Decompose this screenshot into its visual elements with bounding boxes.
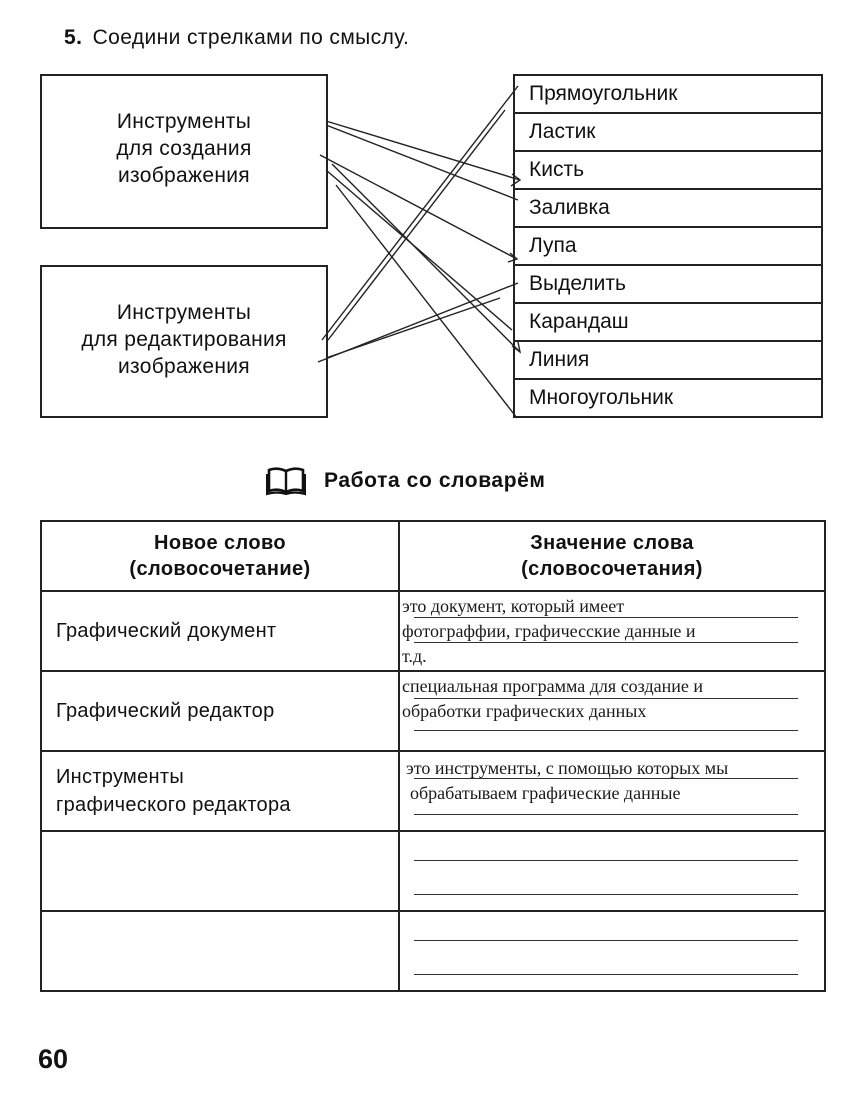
tool-item: Выделить	[515, 266, 821, 304]
term-cell	[41, 671, 399, 751]
term-cell	[41, 751, 399, 831]
header-meaning	[399, 521, 825, 591]
tool-item: Заливка	[515, 190, 821, 228]
term-cell	[41, 831, 399, 911]
term-text: Инструменты	[56, 766, 185, 788]
tool-item: Ластик	[515, 114, 821, 152]
book-icon	[266, 466, 306, 496]
tool-item: Многоугольник	[529, 386, 674, 409]
header-line: Новое слово	[153, 532, 287, 554]
table-row	[41, 751, 825, 831]
header-line: (словосочетание)	[129, 558, 311, 580]
term-text: графического редактора	[56, 794, 291, 816]
table-row	[41, 671, 825, 751]
arrow-head	[512, 342, 520, 352]
task-text: Соедини стрелками по смыслу.	[92, 26, 410, 49]
connector-line	[326, 121, 520, 180]
answer-line	[414, 940, 798, 941]
term-cell	[41, 591, 399, 671]
term-text: Графический документ	[56, 620, 277, 642]
tool-item: Лупа	[515, 228, 821, 266]
meaning-cell	[399, 591, 825, 671]
handwritten-answer: это документ, который имеет фотограффии, графичесские данные и т.д.	[402, 596, 696, 666]
answer-line	[414, 894, 798, 895]
answer-line	[414, 974, 798, 975]
page-number: 60	[38, 1044, 69, 1074]
category-box-line: изображения	[118, 164, 250, 187]
table-header-row	[41, 521, 825, 591]
header-line: (словосочетания)	[521, 558, 703, 580]
handwritten-answer: специальная программа для создание и обработки графических данных	[402, 676, 703, 721]
answer-line	[414, 814, 798, 815]
section-header	[266, 466, 546, 496]
header-line: Значение слова	[530, 532, 694, 554]
tool-item: Кисть	[515, 152, 821, 190]
connector-lines	[0, 0, 863, 440]
task-number: 5.	[64, 26, 83, 49]
tool-item: Карандаш	[515, 304, 821, 342]
category-box-line: Инструменты	[116, 301, 252, 324]
answer-line	[414, 860, 798, 861]
dictionary-table	[40, 520, 826, 992]
meaning-cell	[399, 911, 825, 991]
term-text: Графический редактор	[56, 700, 275, 722]
connector-line	[326, 298, 500, 358]
category-box-line: изображения	[118, 355, 250, 378]
tool-item: Прямоугольник	[515, 76, 821, 114]
connector-line	[320, 155, 515, 258]
table-row	[41, 911, 825, 991]
handwritten-answer: это инструменты, с помощью которых мы обрабатываем графические данные	[406, 758, 729, 803]
category-box-line: для редактирования	[81, 328, 287, 351]
meaning-cell	[399, 831, 825, 911]
term-cell	[41, 911, 399, 991]
table-row	[41, 831, 825, 911]
connector-line	[326, 125, 518, 200]
answer-line	[414, 730, 798, 731]
meaning-cell	[399, 671, 825, 751]
category-box-line: Инструменты	[116, 110, 252, 133]
tool-item: Линия	[515, 342, 821, 380]
header-new-word	[41, 521, 399, 591]
category-box-line: для создания	[116, 137, 252, 160]
section-title: Работа со словарём	[324, 469, 546, 492]
table-row	[41, 591, 825, 671]
meaning-cell	[399, 751, 825, 831]
